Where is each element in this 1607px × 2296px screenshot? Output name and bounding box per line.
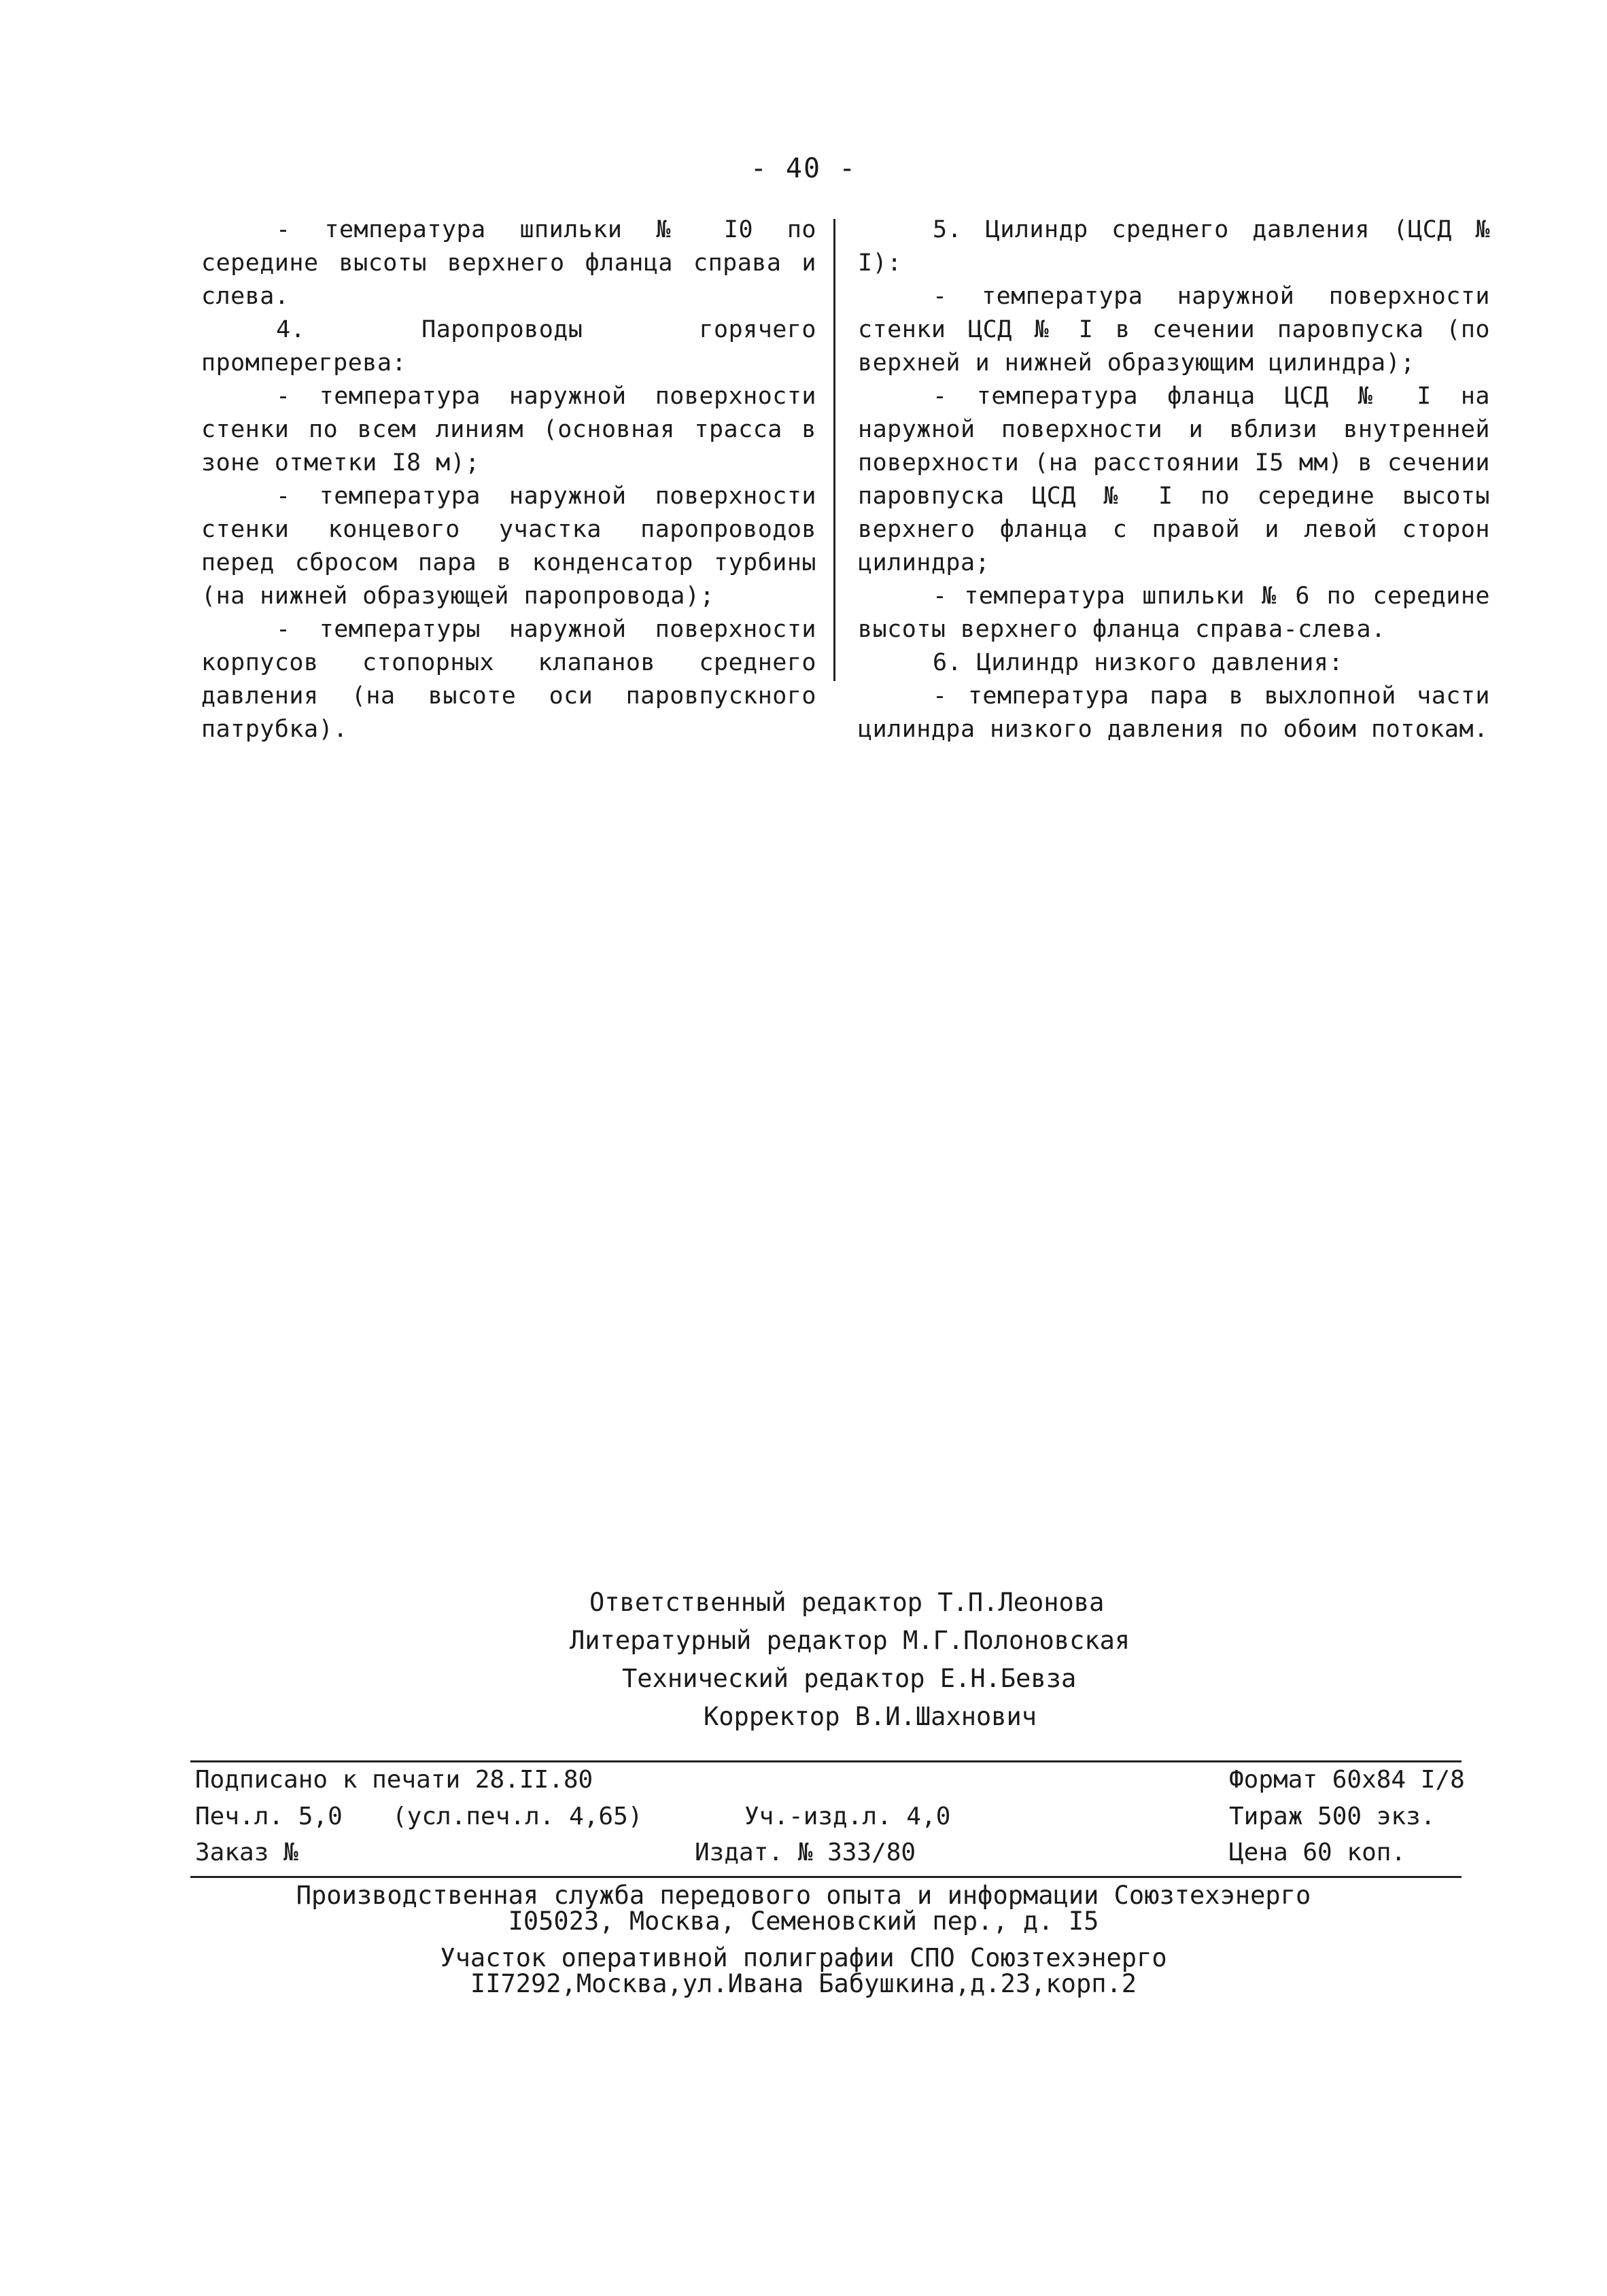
publisher-org: Производственная служба передового опыта и информации Союзтехэнерго [296, 1881, 1311, 1910]
order-number: Заказ № [195, 1839, 298, 1866]
paragraph: - температура наружной поверхности стенки по всем линиям (основная трасса в зоне отметки I8 м); [201, 383, 816, 476]
responsible-editor: Ответственный редактор Т.П.Леонова [589, 1588, 1105, 1617]
section-heading: 6. Цилиндр низкого давления: [933, 649, 1344, 676]
page-number: - 40 - [750, 153, 857, 184]
section-heading: 4. Паропроводы горячего промперегрева: [201, 316, 816, 377]
format: Формат 60х84 I/8 [1229, 1766, 1465, 1794]
publisher-address: I05023, Москва, Семеновский пер., д. I5 [508, 1907, 1099, 1936]
paragraph: - температура пара в выхлопной части цилиндра низкого давления по обоим потокам. [858, 682, 1490, 743]
print-sheets: Печ.л. 5,0 [195, 1803, 343, 1830]
paragraph: - температура наружной поверхности стенки ЦСД № I в сечении паровпуска (по верхней и нижней образующим цилиндра); [858, 283, 1490, 377]
technical-editor: Технический редактор Е.Н.Бевза [622, 1664, 1077, 1693]
imprint-bottom-rule [190, 1876, 1462, 1878]
printer-name: Участок оперативной полиграфии СПО Союзтехэнерго [440, 1943, 1167, 1972]
paragraph: - температура шпильки № 6 по середине высоты верхнего фланца справа-слева. [858, 582, 1490, 643]
column-divider [833, 219, 835, 681]
signed-date: Подписано к печати 28.II.80 [195, 1766, 593, 1794]
price: Цена 60 коп. [1229, 1839, 1406, 1866]
section-heading: 5. Цилиндр среднего давления (ЦСД № I): [858, 216, 1490, 277]
print-run: Тираж 500 экз. [1229, 1803, 1436, 1830]
edition-number: Издат. № 333/80 [695, 1839, 916, 1866]
conv-print-sheets: (усл.печ.л. 4,65) [392, 1803, 643, 1830]
literary-editor: Литературный редактор М.Г.Полоновская [570, 1626, 1130, 1655]
printer-address: II7292,Москва,ул.Ивана Бабушкина,д.23,корп.2 [470, 1969, 1137, 1998]
imprint-top-rule [190, 1760, 1462, 1762]
paragraph: - температура шпильки № I0 по середине высоты верхнего фланца справа и слева. [201, 216, 816, 310]
proofreader: Корректор В.И.Шахнович [704, 1702, 1037, 1731]
paragraph: - температуры наружной поверхности корпусов стопорных клапанов среднего давления (на высоте оси паровпускного патрубка). [201, 616, 816, 743]
left-column [201, 213, 816, 746]
paragraph: - температура фланца ЦСД № I на наружной поверхности и вблизи внутренней поверхности (на расстоянии I5 мм) в сечении паровпуска ЦСД № I по середине высоты верхнего фланца с правой и левой сторон цилиндра; [858, 383, 1490, 576]
right-column [858, 213, 1490, 746]
edit-sheets: Уч.-изд.л. 4,0 [744, 1803, 951, 1830]
paragraph: - температура наружной поверхности стенки концевого участка паропроводов перед сбросом пара в конденсатор турбины (на нижней образующей паропровода); [201, 483, 816, 610]
